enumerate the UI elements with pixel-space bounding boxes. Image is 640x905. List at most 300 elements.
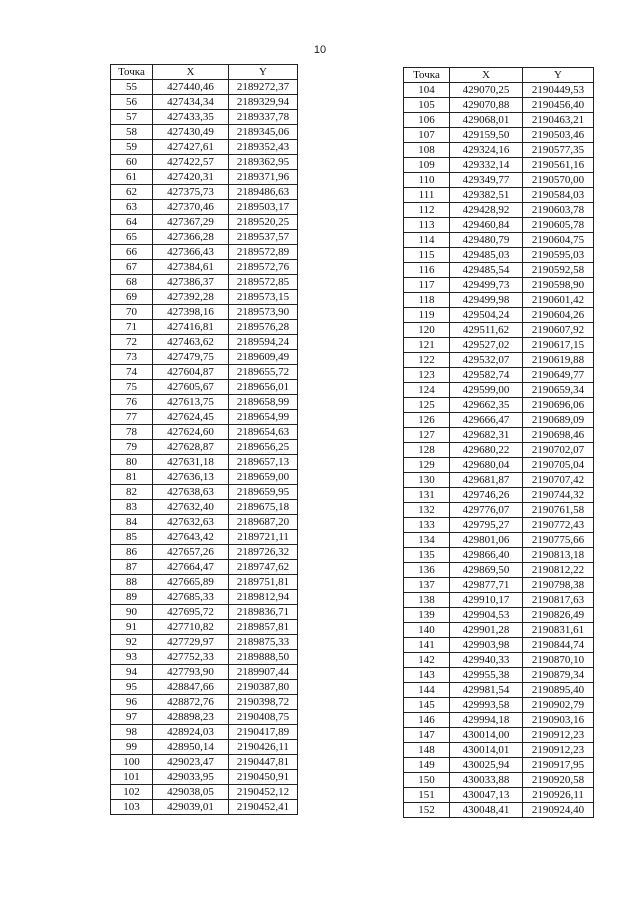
cell-y: 2190503,46 [523, 128, 594, 143]
cell-x: 430014,01 [450, 743, 523, 758]
cell-point: 61 [111, 170, 153, 185]
cell-x: 427729,97 [153, 635, 229, 650]
cell-point: 96 [111, 695, 153, 710]
table-row [111, 395, 298, 410]
cell-x: 427430,49 [153, 125, 229, 140]
cell-x: 430014,00 [450, 728, 523, 743]
table-row [404, 653, 594, 668]
table-row [111, 125, 298, 140]
table-row [111, 770, 298, 785]
cell-point: 107 [404, 128, 450, 143]
cell-x: 429532,07 [450, 353, 523, 368]
cell-x: 427624,45 [153, 410, 229, 425]
table-row [111, 95, 298, 110]
cell-point: 74 [111, 365, 153, 380]
cell-point: 123 [404, 368, 450, 383]
cell-point: 146 [404, 713, 450, 728]
table-row [404, 758, 594, 773]
cell-point: 142 [404, 653, 450, 668]
cell-y: 2189609,49 [229, 350, 298, 365]
cell-point: 115 [404, 248, 450, 263]
cell-x: 430048,41 [450, 803, 523, 818]
cell-point: 95 [111, 680, 153, 695]
table-row [404, 233, 594, 248]
cell-x: 427386,37 [153, 275, 229, 290]
table-row [111, 350, 298, 365]
cell-point: 99 [111, 740, 153, 755]
cell-point: 103 [111, 800, 153, 815]
cell-y: 2190463,21 [523, 113, 594, 128]
cell-y: 2189888,50 [229, 650, 298, 665]
table-row [404, 638, 594, 653]
table-row [404, 728, 594, 743]
table-row [111, 185, 298, 200]
cell-y: 2190903,16 [523, 713, 594, 728]
table-row [404, 383, 594, 398]
cell-x: 429903,98 [450, 638, 523, 653]
cell-y: 2189486,63 [229, 185, 298, 200]
table-row [111, 605, 298, 620]
table-row [111, 380, 298, 395]
cell-x: 427416,81 [153, 320, 229, 335]
table-row [404, 263, 594, 278]
cell-x: 429776,07 [450, 503, 523, 518]
cell-x: 429428,92 [450, 203, 523, 218]
coordinates-table-right [403, 67, 594, 818]
cell-x: 428924,03 [153, 725, 229, 740]
cell-x: 427434,34 [153, 95, 229, 110]
cell-point: 152 [404, 803, 450, 818]
cell-x: 427392,28 [153, 290, 229, 305]
cell-point: 117 [404, 278, 450, 293]
cell-x: 429869,50 [450, 563, 523, 578]
cell-y: 2190426,11 [229, 740, 298, 755]
table-row [111, 290, 298, 305]
cell-y: 2190649,77 [523, 368, 594, 383]
table-row [404, 188, 594, 203]
table-row [404, 563, 594, 578]
cell-point: 105 [404, 98, 450, 113]
table-row [111, 80, 298, 95]
table-row [404, 578, 594, 593]
cell-x: 429682,31 [450, 428, 523, 443]
table-row [404, 593, 594, 608]
cell-x: 428847,66 [153, 680, 229, 695]
page-number: 10 [313, 44, 327, 56]
cell-x: 429324,16 [450, 143, 523, 158]
table-row [111, 155, 298, 170]
cell-point: 75 [111, 380, 153, 395]
cell-point: 69 [111, 290, 153, 305]
cell-x: 427657,26 [153, 545, 229, 560]
cell-point: 100 [111, 755, 153, 770]
cell-point: 98 [111, 725, 153, 740]
cell-point: 151 [404, 788, 450, 803]
cell-x: 427375,73 [153, 185, 229, 200]
cell-y: 2189836,71 [229, 605, 298, 620]
cell-y: 2190902,79 [523, 698, 594, 713]
header-point: Точка [404, 68, 450, 83]
cell-y: 2190584,03 [523, 188, 594, 203]
cell-point: 63 [111, 200, 153, 215]
cell-y: 2190561,16 [523, 158, 594, 173]
cell-y: 2190826,49 [523, 608, 594, 623]
header-x: X [450, 68, 523, 83]
cell-point: 125 [404, 398, 450, 413]
cell-y: 2189721,11 [229, 530, 298, 545]
cell-y: 2190702,07 [523, 443, 594, 458]
cell-y: 2189337,78 [229, 110, 298, 125]
cell-y: 2190924,40 [523, 803, 594, 818]
cell-y: 2190912,23 [523, 728, 594, 743]
table-row [111, 560, 298, 575]
table-row [404, 98, 594, 113]
cell-y: 2190605,78 [523, 218, 594, 233]
cell-x: 427752,33 [153, 650, 229, 665]
cell-y: 2190570,00 [523, 173, 594, 188]
cell-point: 116 [404, 263, 450, 278]
cell-y: 2190449,53 [523, 83, 594, 98]
cell-x: 427636,13 [153, 470, 229, 485]
cell-x: 429332,14 [450, 158, 523, 173]
cell-y: 2190595,03 [523, 248, 594, 263]
cell-y: 2190603,78 [523, 203, 594, 218]
table-row [111, 545, 298, 560]
cell-x: 429499,98 [450, 293, 523, 308]
cell-point: 101 [111, 770, 153, 785]
table-row [111, 215, 298, 230]
cell-y: 2190617,15 [523, 338, 594, 353]
cell-point: 148 [404, 743, 450, 758]
cell-point: 113 [404, 218, 450, 233]
table-row [111, 695, 298, 710]
cell-point: 84 [111, 515, 153, 530]
cell-x: 427479,75 [153, 350, 229, 365]
cell-y: 2189687,20 [229, 515, 298, 530]
table-row [404, 278, 594, 293]
cell-point: 68 [111, 275, 153, 290]
cell-y: 2190813,18 [523, 548, 594, 563]
header-x: X [153, 65, 229, 80]
table-row [404, 158, 594, 173]
cell-point: 56 [111, 95, 153, 110]
cell-x: 427695,72 [153, 605, 229, 620]
table-row [111, 665, 298, 680]
cell-y: 2190598,90 [523, 278, 594, 293]
cell-x: 429795,27 [450, 518, 523, 533]
cell-y: 2190417,89 [229, 725, 298, 740]
cell-y: 2190772,43 [523, 518, 594, 533]
cell-y: 2189594,24 [229, 335, 298, 350]
cell-y: 2190812,22 [523, 563, 594, 578]
table-row [404, 218, 594, 233]
cell-point: 88 [111, 575, 153, 590]
cell-x: 429801,06 [450, 533, 523, 548]
cell-x: 427422,57 [153, 155, 229, 170]
cell-x: 427370,46 [153, 200, 229, 215]
table-row [111, 455, 298, 470]
cell-x: 429382,51 [450, 188, 523, 203]
cell-y: 2189654,99 [229, 410, 298, 425]
cell-x: 427632,63 [153, 515, 229, 530]
cell-x: 429504,24 [450, 308, 523, 323]
table-row [111, 425, 298, 440]
table-row [111, 410, 298, 425]
cell-point: 90 [111, 605, 153, 620]
cell-point: 80 [111, 455, 153, 470]
table-row [111, 575, 298, 590]
table-row [111, 140, 298, 155]
table-row [111, 485, 298, 500]
cell-y: 2190577,35 [523, 143, 594, 158]
table-row [111, 755, 298, 770]
table-row [404, 548, 594, 563]
table-row [404, 248, 594, 263]
cell-y: 2190689,09 [523, 413, 594, 428]
table-row [404, 488, 594, 503]
cell-point: 133 [404, 518, 450, 533]
cell-point: 132 [404, 503, 450, 518]
cell-x: 429981,54 [450, 683, 523, 698]
header-point: Точка [111, 65, 153, 80]
cell-point: 130 [404, 473, 450, 488]
cell-x: 427420,31 [153, 170, 229, 185]
cell-point: 92 [111, 635, 153, 650]
cell-point: 58 [111, 125, 153, 140]
header-y: Y [229, 65, 298, 80]
cell-y: 2189352,43 [229, 140, 298, 155]
cell-x: 429527,02 [450, 338, 523, 353]
cell-y: 2189573,15 [229, 290, 298, 305]
cell-x: 427624,60 [153, 425, 229, 440]
cell-y: 2190707,42 [523, 473, 594, 488]
cell-y: 2190761,58 [523, 503, 594, 518]
cell-x: 429666,47 [450, 413, 523, 428]
cell-point: 104 [404, 83, 450, 98]
cell-point: 106 [404, 113, 450, 128]
table-row [404, 338, 594, 353]
table-row [404, 113, 594, 128]
cell-point: 136 [404, 563, 450, 578]
cell-y: 2189371,96 [229, 170, 298, 185]
cell-point: 124 [404, 383, 450, 398]
header-y: Y [523, 68, 594, 83]
cell-point: 55 [111, 80, 153, 95]
cell-y: 2189362,95 [229, 155, 298, 170]
cell-point: 112 [404, 203, 450, 218]
cell-y: 2190895,40 [523, 683, 594, 698]
cell-y: 2190844,74 [523, 638, 594, 653]
cell-point: 87 [111, 560, 153, 575]
cell-y: 2189656,01 [229, 380, 298, 395]
cell-y: 2189537,57 [229, 230, 298, 245]
cell-point: 79 [111, 440, 153, 455]
table-row [111, 365, 298, 380]
table-header-row [404, 68, 594, 83]
table-row [404, 308, 594, 323]
table-row [404, 203, 594, 218]
cell-point: 94 [111, 665, 153, 680]
cell-point: 82 [111, 485, 153, 500]
cell-y: 2190696,06 [523, 398, 594, 413]
table-row [111, 725, 298, 740]
cell-point: 65 [111, 230, 153, 245]
table-row [111, 710, 298, 725]
cell-point: 150 [404, 773, 450, 788]
table-row [404, 143, 594, 158]
cell-x: 430047,13 [450, 788, 523, 803]
coordinates-table-left [110, 64, 298, 815]
cell-point: 102 [111, 785, 153, 800]
cell-x: 429023,47 [153, 755, 229, 770]
cell-y: 2190870,10 [523, 653, 594, 668]
cell-y: 2190452,41 [229, 800, 298, 815]
cell-x: 429993,58 [450, 698, 523, 713]
cell-y: 2190775,66 [523, 533, 594, 548]
table-row [404, 353, 594, 368]
cell-y: 2190452,12 [229, 785, 298, 800]
cell-x: 429480,79 [450, 233, 523, 248]
cell-x: 429033,95 [153, 770, 229, 785]
cell-point: 131 [404, 488, 450, 503]
cell-point: 140 [404, 623, 450, 638]
cell-point: 135 [404, 548, 450, 563]
table-row [404, 503, 594, 518]
cell-point: 137 [404, 578, 450, 593]
table-row [111, 320, 298, 335]
cell-x: 429511,62 [450, 323, 523, 338]
cell-y: 2189659,95 [229, 485, 298, 500]
table-row [111, 740, 298, 755]
cell-point: 108 [404, 143, 450, 158]
cell-x: 427427,61 [153, 140, 229, 155]
table-row [111, 305, 298, 320]
table-row [404, 83, 594, 98]
cell-y: 2190698,46 [523, 428, 594, 443]
table-row [111, 440, 298, 455]
cell-y: 2189656,25 [229, 440, 298, 455]
cell-y: 2189503,17 [229, 200, 298, 215]
cell-point: 114 [404, 233, 450, 248]
table-row [404, 533, 594, 548]
cell-x: 429039,01 [153, 800, 229, 815]
cell-y: 2189812,94 [229, 590, 298, 605]
cell-x: 427638,63 [153, 485, 229, 500]
cell-y: 2189675,18 [229, 500, 298, 515]
cell-point: 77 [111, 410, 153, 425]
cell-point: 145 [404, 698, 450, 713]
cell-x: 427463,62 [153, 335, 229, 350]
cell-x: 429485,03 [450, 248, 523, 263]
cell-x: 429349,77 [450, 173, 523, 188]
cell-y: 2190387,80 [229, 680, 298, 695]
cell-y: 2190607,92 [523, 323, 594, 338]
table-row [111, 515, 298, 530]
cell-y: 2189658,99 [229, 395, 298, 410]
cell-x: 429159,50 [450, 128, 523, 143]
cell-point: 83 [111, 500, 153, 515]
cell-y: 2189329,94 [229, 95, 298, 110]
table-row [111, 530, 298, 545]
cell-y: 2189907,44 [229, 665, 298, 680]
table-row [111, 170, 298, 185]
cell-point: 110 [404, 173, 450, 188]
cell-y: 2190456,40 [523, 98, 594, 113]
cell-y: 2190408,75 [229, 710, 298, 725]
table-row [404, 773, 594, 788]
cell-x: 429582,74 [450, 368, 523, 383]
cell-point: 139 [404, 608, 450, 623]
cell-y: 2190744,32 [523, 488, 594, 503]
table-row [404, 458, 594, 473]
cell-x: 429680,22 [450, 443, 523, 458]
cell-x: 427685,33 [153, 590, 229, 605]
cell-point: 127 [404, 428, 450, 443]
cell-point: 76 [111, 395, 153, 410]
cell-x: 429038,05 [153, 785, 229, 800]
cell-y: 2190447,81 [229, 755, 298, 770]
cell-x: 429994,18 [450, 713, 523, 728]
cell-point: 86 [111, 545, 153, 560]
cell-x: 427604,87 [153, 365, 229, 380]
cell-y: 2190619,88 [523, 353, 594, 368]
table-row [404, 293, 594, 308]
table-row [404, 698, 594, 713]
cell-point: 147 [404, 728, 450, 743]
table-row [111, 650, 298, 665]
cell-x: 428950,14 [153, 740, 229, 755]
table-row [111, 635, 298, 650]
cell-x: 429746,26 [450, 488, 523, 503]
cell-x: 427613,75 [153, 395, 229, 410]
cell-x: 427366,43 [153, 245, 229, 260]
cell-y: 2189572,76 [229, 260, 298, 275]
table-row [404, 683, 594, 698]
cell-point: 67 [111, 260, 153, 275]
table-row [111, 680, 298, 695]
cell-y: 2189572,85 [229, 275, 298, 290]
cell-point: 119 [404, 308, 450, 323]
cell-y: 2189751,81 [229, 575, 298, 590]
cell-point: 72 [111, 335, 153, 350]
table-row [404, 323, 594, 338]
cell-y: 2189572,89 [229, 245, 298, 260]
cell-y: 2189747,62 [229, 560, 298, 575]
table-row [111, 590, 298, 605]
cell-y: 2190920,58 [523, 773, 594, 788]
cell-point: 70 [111, 305, 153, 320]
cell-point: 91 [111, 620, 153, 635]
cell-x: 427605,67 [153, 380, 229, 395]
table-row [111, 335, 298, 350]
cell-y: 2189520,25 [229, 215, 298, 230]
table-row [404, 368, 594, 383]
cell-x: 427631,18 [153, 455, 229, 470]
table-row [111, 800, 298, 815]
cell-x: 429866,40 [450, 548, 523, 563]
table-header-row [111, 65, 298, 80]
cell-x: 429499,73 [450, 278, 523, 293]
cell-point: 97 [111, 710, 153, 725]
cell-point: 149 [404, 758, 450, 773]
table-row [404, 473, 594, 488]
cell-y: 2190917,95 [523, 758, 594, 773]
cell-x: 427632,40 [153, 500, 229, 515]
cell-y: 2190798,38 [523, 578, 594, 593]
cell-x: 429068,01 [450, 113, 523, 128]
cell-x: 429904,53 [450, 608, 523, 623]
cell-point: 143 [404, 668, 450, 683]
